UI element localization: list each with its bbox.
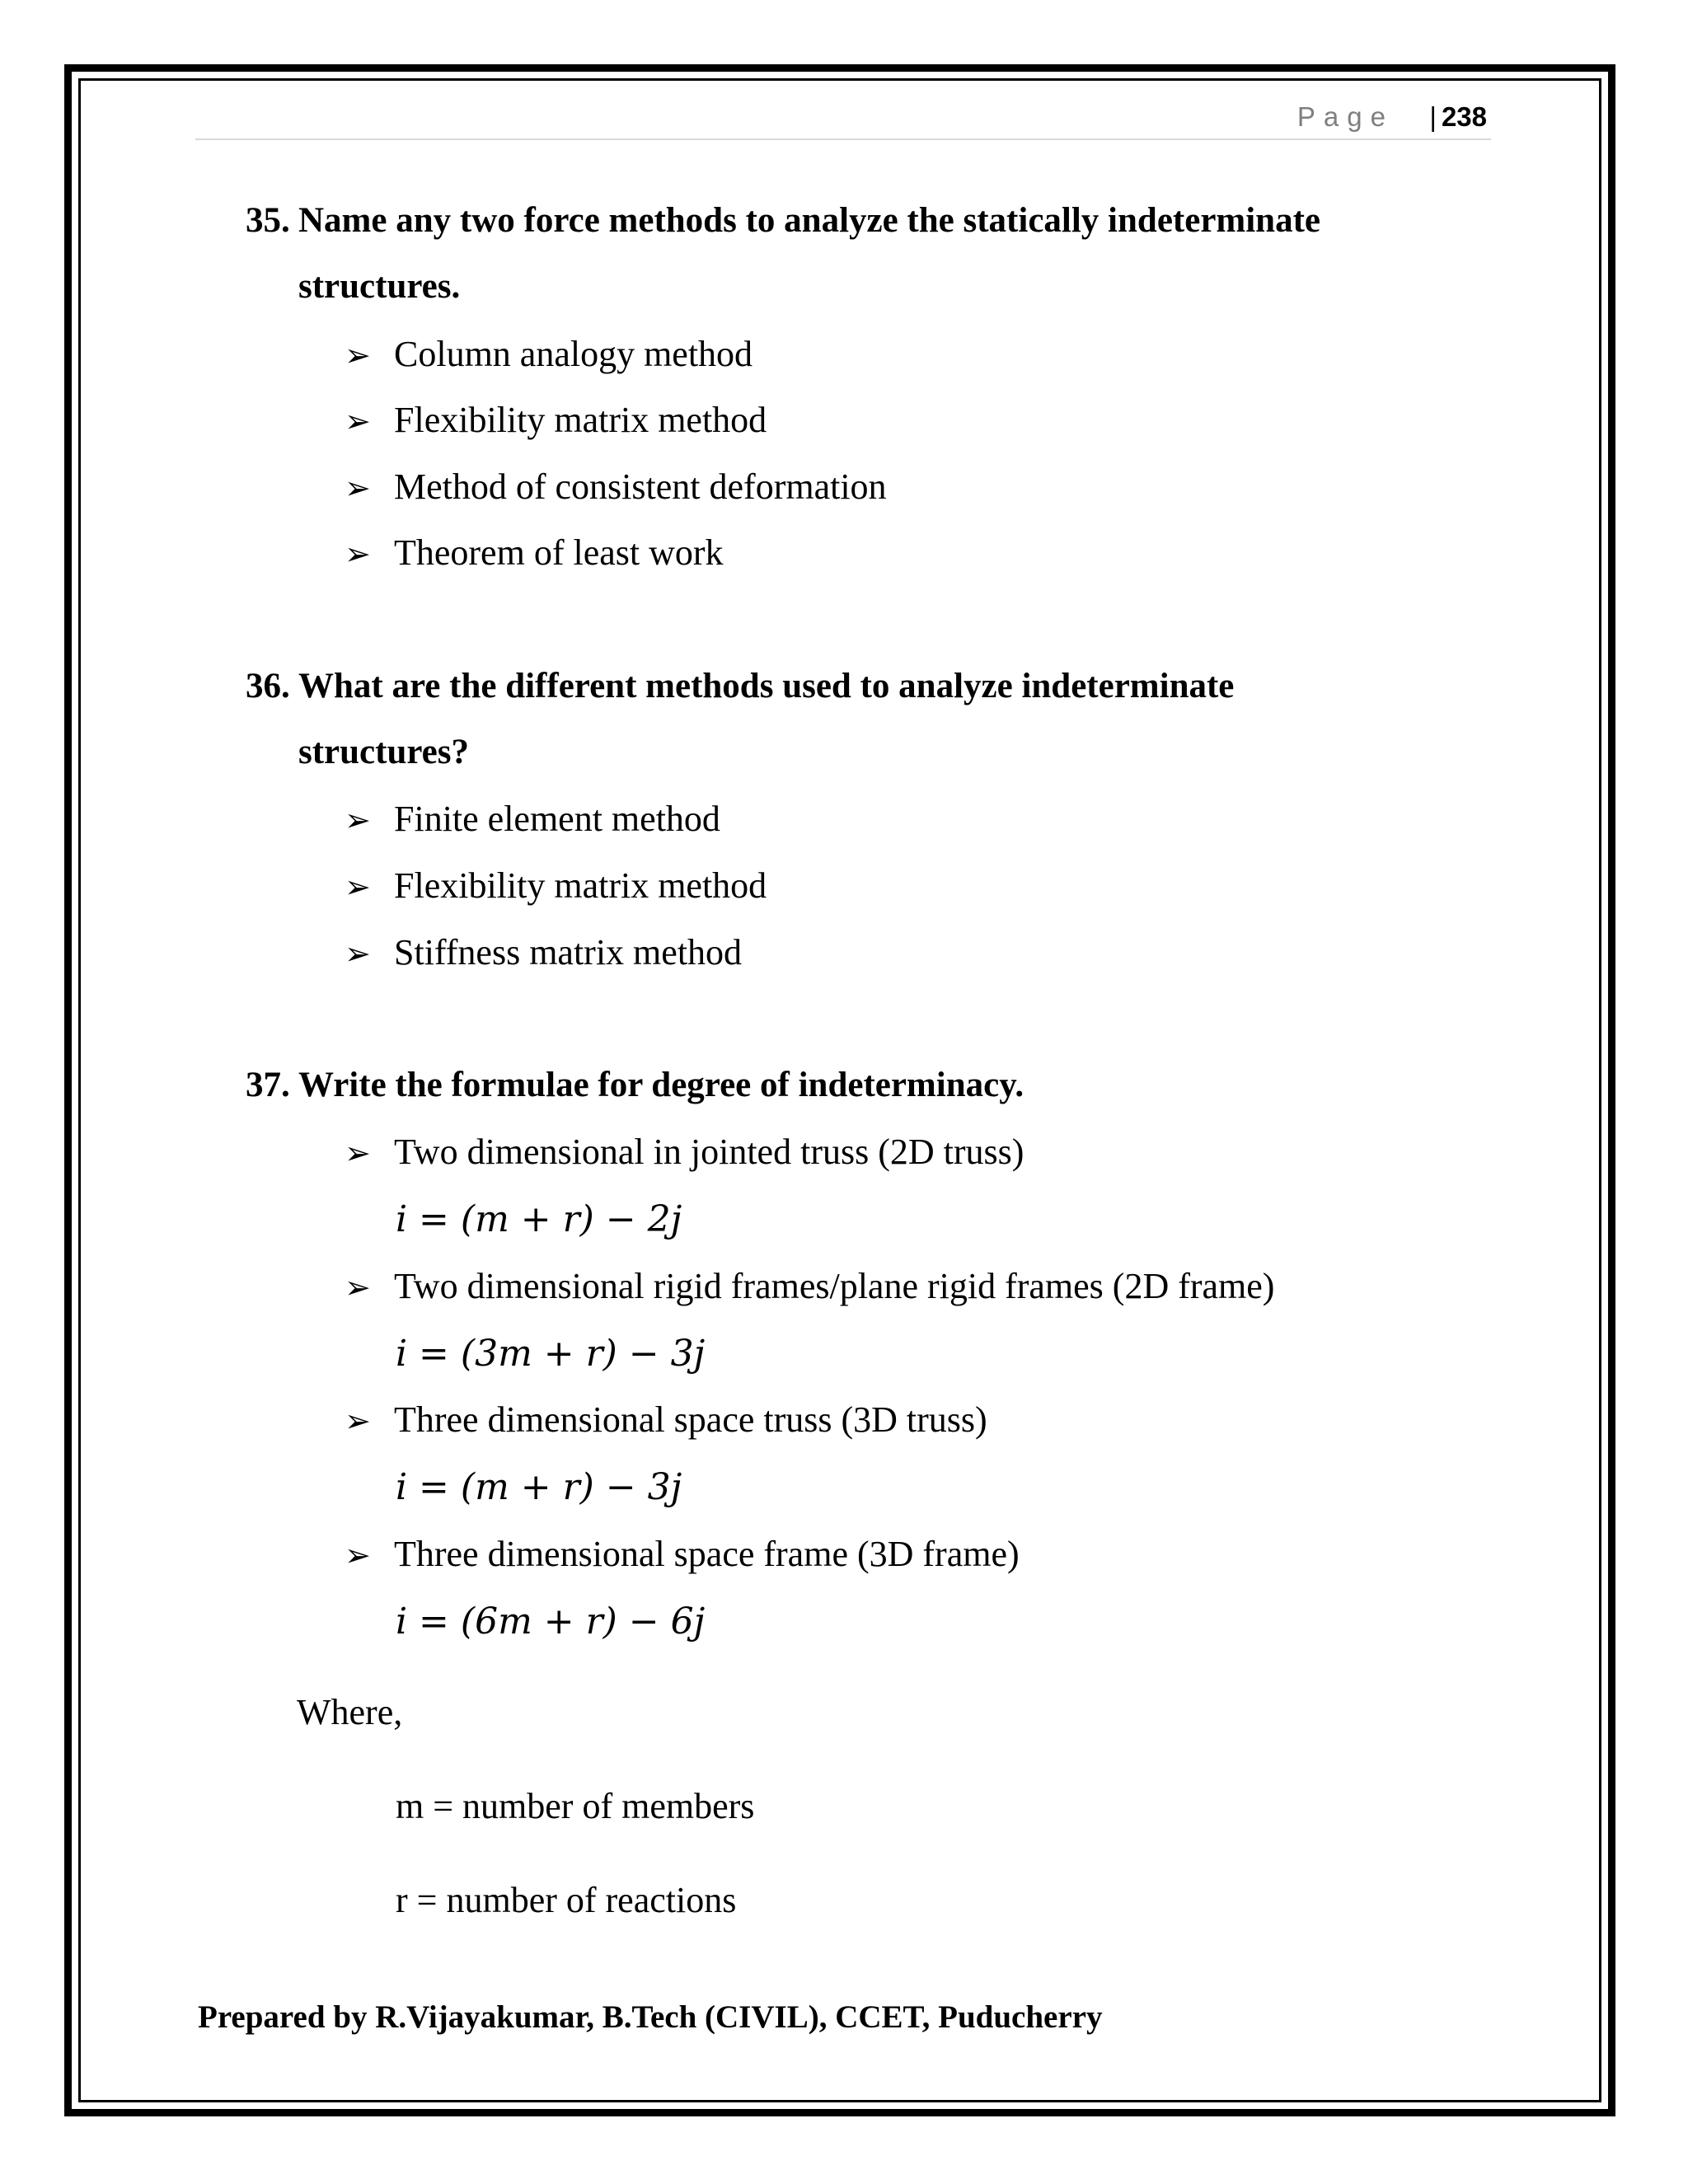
question-number: 37. <box>246 1066 290 1104</box>
question-text: What are the different methods used to analyze indeterminate <box>298 667 1235 705</box>
arrow-bullet-icon: ➢ <box>345 1135 371 1171</box>
arrow-bullet-icon: ➢ <box>345 1403 371 1439</box>
question-36 <box>246 654 1235 771</box>
where-label: Where, <box>297 1692 403 1732</box>
page-separator: | <box>1429 101 1437 132</box>
arrow-bullet-icon: ➢ <box>345 337 371 373</box>
arrow-bullet-icon: ➢ <box>345 536 371 572</box>
question-37 <box>246 1052 1024 1118</box>
formula: i = (m + r) − 2j <box>396 1198 682 1240</box>
arrow-bullet-icon: ➢ <box>345 1537 371 1573</box>
page-footer: Prepared by R.Vijayakumar, B.Tech (CIVIL), CCET, Puducherry <box>198 1999 1103 2035</box>
question-text-continued: structures? <box>298 733 470 771</box>
list-item: ➢ Three dimensional space truss (3D truss) <box>345 1395 987 1446</box>
arrow-bullet-icon: ➢ <box>345 470 371 506</box>
list-item: ➢ Method of consistent deformation <box>345 462 887 513</box>
question-text: Write the formulae for degree of indeterminacy. <box>298 1066 1025 1104</box>
list-item: ➢ Finite element method <box>345 794 720 845</box>
list-item: ➢ Stiffness matrix method <box>345 928 742 978</box>
arrow-bullet-icon: ➢ <box>345 403 371 439</box>
list-item: ➢ Column analogy method <box>345 330 753 380</box>
definition-r: r = number of reactions <box>396 1880 737 1920</box>
question-number: 35. <box>246 201 290 240</box>
formula: i = (6m + r) − 6j <box>396 1601 706 1643</box>
question-number: 36. <box>246 667 290 705</box>
definition-m: m = number of members <box>396 1786 755 1826</box>
list-item: ➢ Flexibility matrix method <box>345 861 767 912</box>
page-header <box>195 97 1491 140</box>
page-number: 238 <box>1441 101 1487 132</box>
list-item: ➢ Two dimensional rigid frames/plane rigid frames (2D frame) <box>345 1262 1274 1312</box>
arrow-bullet-icon: ➢ <box>345 802 371 838</box>
list-item: ➢ Three dimensional space frame (3D frame) <box>345 1530 1020 1580</box>
arrow-bullet-icon: ➢ <box>345 1269 371 1305</box>
list-item: ➢ Flexibility matrix method <box>345 396 767 446</box>
list-item: ➢ Two dimensional in jointed truss (2D truss) <box>345 1127 1024 1178</box>
question-text-continued: structures. <box>298 267 461 306</box>
question-35 <box>246 188 1320 306</box>
formula: i = (3m + r) − 3j <box>396 1333 706 1375</box>
arrow-bullet-icon: ➢ <box>345 935 371 972</box>
page-label: Page <box>1296 101 1394 132</box>
formula: i = (m + r) − 3j <box>396 1466 682 1508</box>
arrow-bullet-icon: ➢ <box>345 869 371 905</box>
question-text: Name any two force methods to analyze the statically indeterminate <box>298 201 1320 240</box>
list-item: ➢ Theorem of least work <box>345 528 724 579</box>
